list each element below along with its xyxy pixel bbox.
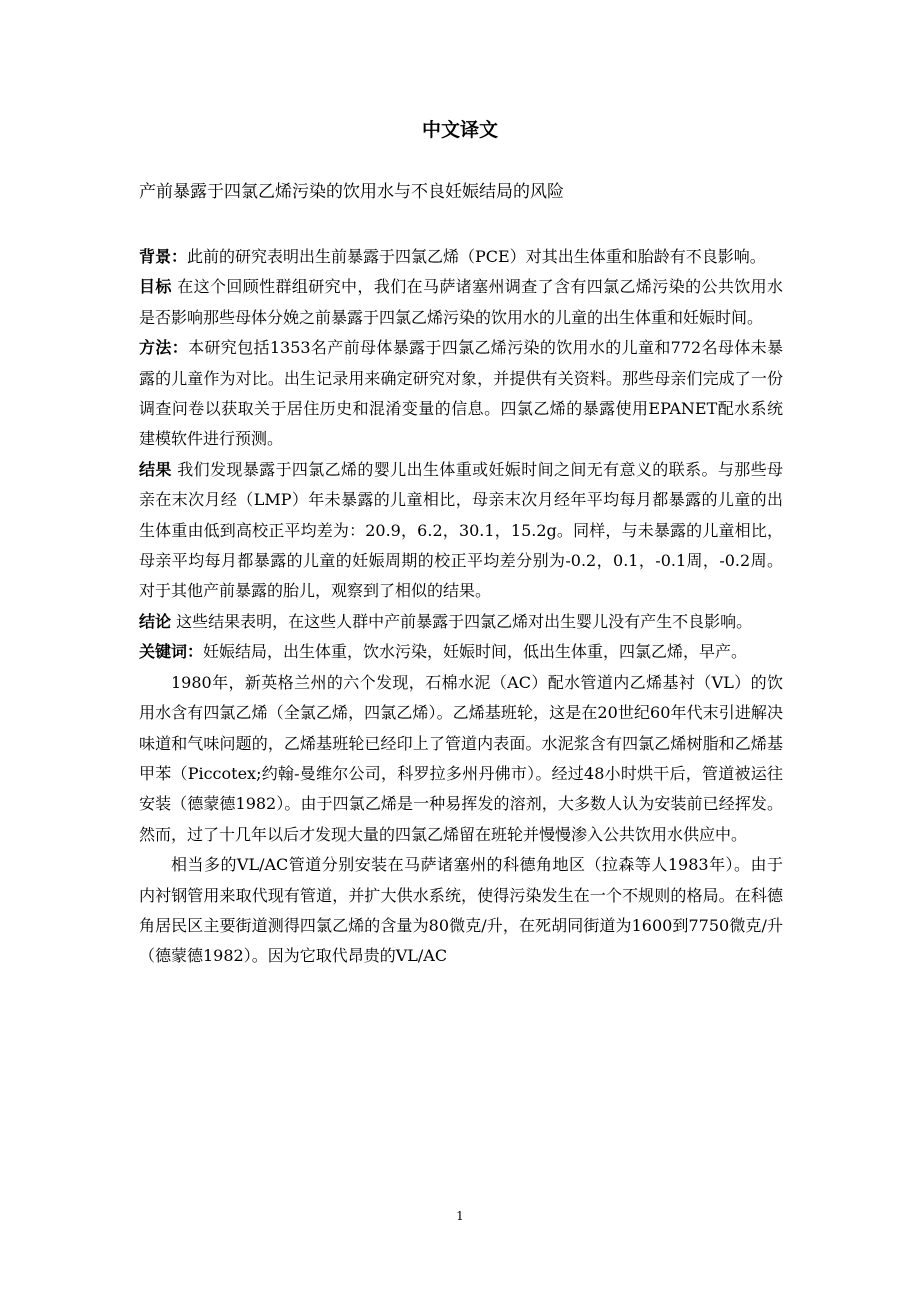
- page-title: 中文译文: [421, 119, 498, 141]
- keywords-text: 妊娠结局，出生体重，饮水污染，妊娠时间，低出生体重，四氯乙烯，早产。: [203, 642, 748, 662]
- conclusion-label: 结论: [139, 611, 172, 631]
- page-number: 1: [456, 1209, 464, 1223]
- article-title: 产前暴露于四氯乙烯污染的饮用水与不良妊娠结局的风险: [139, 182, 564, 202]
- abstract-objective: [139, 272, 783, 333]
- abstract-results: [139, 455, 783, 607]
- background-label: 背景：: [139, 247, 188, 266]
- objective-label: 目标: [139, 277, 172, 297]
- methods-label: 方法：: [139, 338, 189, 358]
- body-paragraph-2: 相当多的VL/AC管道分别安装在马萨诸塞州的科德角地区（拉森等人1983年）。由于内衬钢管用来取代现有管道，并扩大供水系统，使得污染发生在一个不规则的格局。在科德角居民区主要街道测得四氯乙烯的含量为80微克/升，在死胡同街道为1600到7750微克/升（德蒙德1982）。因为它取代昂贵的VL/AC: [139, 855, 783, 966]
- keywords-label: 关键词：: [139, 642, 204, 662]
- results-label: 结果: [139, 459, 172, 479]
- conclusion-text: 这些结果表明，在这些人群中产前暴露于四氯乙烯对出生婴儿没有产生不良影响。: [171, 611, 753, 631]
- abstract-methods: [139, 333, 783, 455]
- objective-text: 在这个回顾性群组研究中，我们在马萨诸塞州调查了含有四氯乙烯污染的公共饮用水是否影响那些母体分娩之前暴露于四氯乙烯污染的饮用水的儿童的出生体重和妊娠时间。: [139, 277, 783, 327]
- abstract-conclusion: [139, 607, 783, 637]
- body-paragraph-1: 1980年，新英格兰州的六个发现，石棉水泥（AC）配水管道内乙烯基衬（VL）的饮用水含有四氯乙烯（全氯乙烯，四氯乙烯）。乙烯基班轮，这是在20世纪60年代末引进解决味道和气味问题的，乙烯基班轮已经印上了管道内表面。水泥浆含有四氯乙烯树脂和乙烯基甲苯（Piccotex;约翰-曼维尔公司，科罗拉多州丹佛市）。经过48小时烘干后，管道被运往安装（德蒙德1982）。由于四氯乙烯是一种易挥发的溶剂，大多数人认为安装前已经挥发。然而，过了十几年以后才发现大量的四氯乙烯留在班轮并慢慢渗入公共饮用水供应中。: [139, 672, 783, 844]
- methods-text: 本研究包括1353名产前母体暴露于四氯乙烯污染的饮用水的儿童和772名母体未暴露的儿童作为对比。出生记录用来确定研究对象，并提供有关资料。那些母亲们完成了一份调查问卷以获取关于居住历史和混淆变量的信息。四氯乙烯的暴露使用EPANET配水系统建模软件进行预测。: [139, 338, 783, 449]
- results-text: 我们发现暴露于四氯乙烯的婴儿出生体重或妊娠时间之间无有意义的联系。与那些母亲在末次月经（LMP）年未暴露的儿童相比，母亲末次月经年平均每月都暴露的儿童的出生体重由低到高校正平均差为：20.9，6.2，30.1，15.2g。同样，与未暴露的儿童相比，母亲平均每月都暴露的儿童的妊娠周期的校正平均差分别为-0.2，0.1，-0.1周，-0.2周。对于其他产前暴露的胎儿，观察到了相似的结果。: [139, 459, 783, 601]
- abstract-keywords: [139, 637, 783, 667]
- background-text: 此前的研究表明出生前暴露于四氯乙烯（PCE）对其出生体重和胎龄有不良影响。: [187, 247, 766, 266]
- article-body: [139, 242, 783, 972]
- abstract-background: [139, 242, 783, 272]
